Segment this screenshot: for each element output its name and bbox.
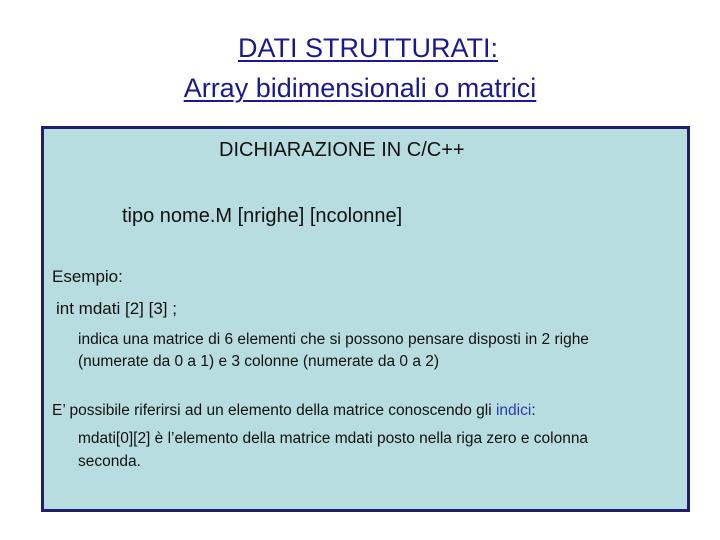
access-description-line-1: mdati[0][2] è l’elemento della matrice mdati posto nella riga zero e colonna (78, 430, 589, 447)
example-code: int mdati [2] [3] ; (56, 299, 177, 318)
access-intro-text: E’ possibile riferirsi ad un elemento della matrice conoscendo gli (52, 402, 496, 419)
example-description-line-2: (numerate da 0 a 1) e 3 colonne (numerate da 0 a 2) (78, 353, 440, 370)
slide-title-line-2: Array bidimensionali o matrici (183, 73, 537, 103)
access-intro (52, 402, 536, 420)
access-description-line-2: seconda. (78, 453, 141, 470)
slide-title-line-1: DATI STRUTTURATI: (238, 33, 498, 63)
example-label: Esempio: (52, 267, 123, 286)
declaration-syntax: tipo nome.M [nrighe] [ncolonne] (122, 205, 403, 227)
access-intro-colon: : (531, 402, 536, 419)
content-panel (41, 126, 690, 512)
indices-highlight: indici (495, 402, 532, 419)
declaration-heading: DICHIARAZIONE IN C/C++ (219, 139, 465, 161)
example-description-line-1: indica una matrice di 6 elementi che si possono pensare disposti in 2 righe (78, 331, 589, 348)
